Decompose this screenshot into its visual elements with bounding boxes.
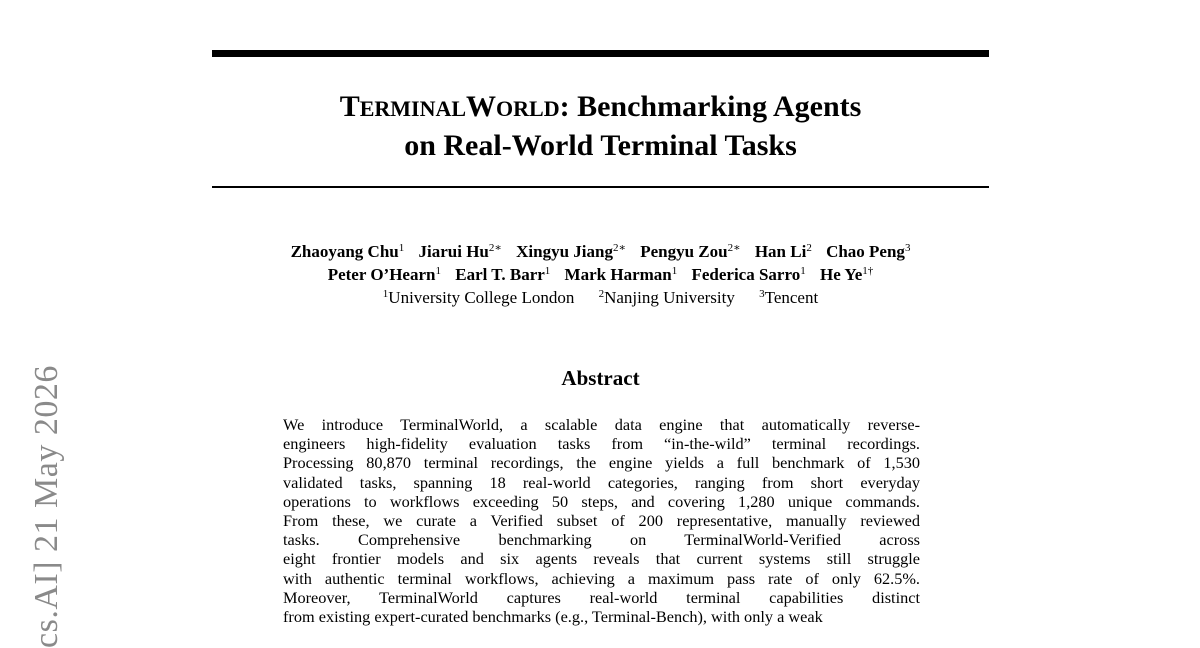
- author-row-2: [200, 263, 1001, 286]
- abstract-line: We introduce TerminalWorld, a scalable data engine that automatically reverse-: [283, 415, 920, 434]
- abstract-heading: Abstract: [561, 366, 640, 390]
- paper-title: [212, 88, 989, 164]
- title-line-1: TERMINALWORLD: Benchmarking Agents: [339, 90, 862, 123]
- author: Xingyu Jiang$^{2∗}$: [516, 242, 626, 261]
- affiliation-row: [200, 286, 1001, 309]
- author: Mark Harman$^1$: [564, 265, 678, 284]
- abstract-body: [283, 415, 920, 626]
- author: Pengyu Zou$^{2∗}$: [640, 242, 741, 261]
- author: He $Ye^{1\dagger}$: [819, 265, 874, 284]
- abstract-line: with authentic terminal workflows, achieving a maximum pass rate of only 62.5%.: [283, 568, 920, 588]
- author: Peter O’Hearn$^1$: [327, 265, 441, 284]
- title-line-2: on Real-World Terminal Tasks: [404, 129, 797, 162]
- abstract-line: Moreover, TerminalWorld captures real-world terminal capabilities distinct: [283, 587, 920, 607]
- abstract-line: engineers high-fidelity evaluation tasks from “in-the-wild” terminal recordings.: [283, 434, 920, 454]
- abstract-line: tasks. Comprehensive benchmarking on TerminalWorld-Verified across: [283, 530, 920, 550]
- author: Han Li$^2$: [754, 242, 812, 261]
- affiliation: $^2$Nanjing University: [598, 288, 735, 307]
- author-row-1: [200, 240, 1001, 263]
- author: Chao Peng$^3$: [826, 242, 911, 261]
- affiliation: $^1$University College London: [382, 288, 575, 307]
- author-block: [200, 240, 1001, 309]
- author: Zhaoyang Chu$^1$: [290, 242, 405, 261]
- affiliation: $^3$Tencent: [759, 288, 819, 307]
- author: Federica Sarro$^1$: [691, 265, 806, 284]
- arxiv-stamp: cs.AI] 21 May 2026: [28, 365, 65, 648]
- abstract-line: operations to workflows exceeding 50 steps, and covering 1,280 unique commands.: [283, 491, 920, 511]
- title-top-rule: [212, 50, 989, 57]
- abstract-line: from existing expert-curated benchmarks (e.g., Terminal-Bench), with only a weak: [283, 607, 823, 627]
- author: Jiarui $Hu^{2∗}$: [418, 242, 502, 261]
- title-bottom-rule: [212, 186, 989, 188]
- abstract-line: eight frontier models and six agents reveals that current systems still struggle: [283, 549, 920, 569]
- abstract-line: validated tasks, spanning 18 real-world categories, ranging from short everyday: [283, 472, 920, 492]
- abstract-line: Processing 80,870 terminal recordings, the engine yields a full benchmark of 1,530: [283, 453, 920, 473]
- abstract-line: From these, we curate a Verified subset of 200 representative, manually reviewed: [283, 511, 920, 531]
- author: Earl T. Barr$^1$: [455, 265, 551, 284]
